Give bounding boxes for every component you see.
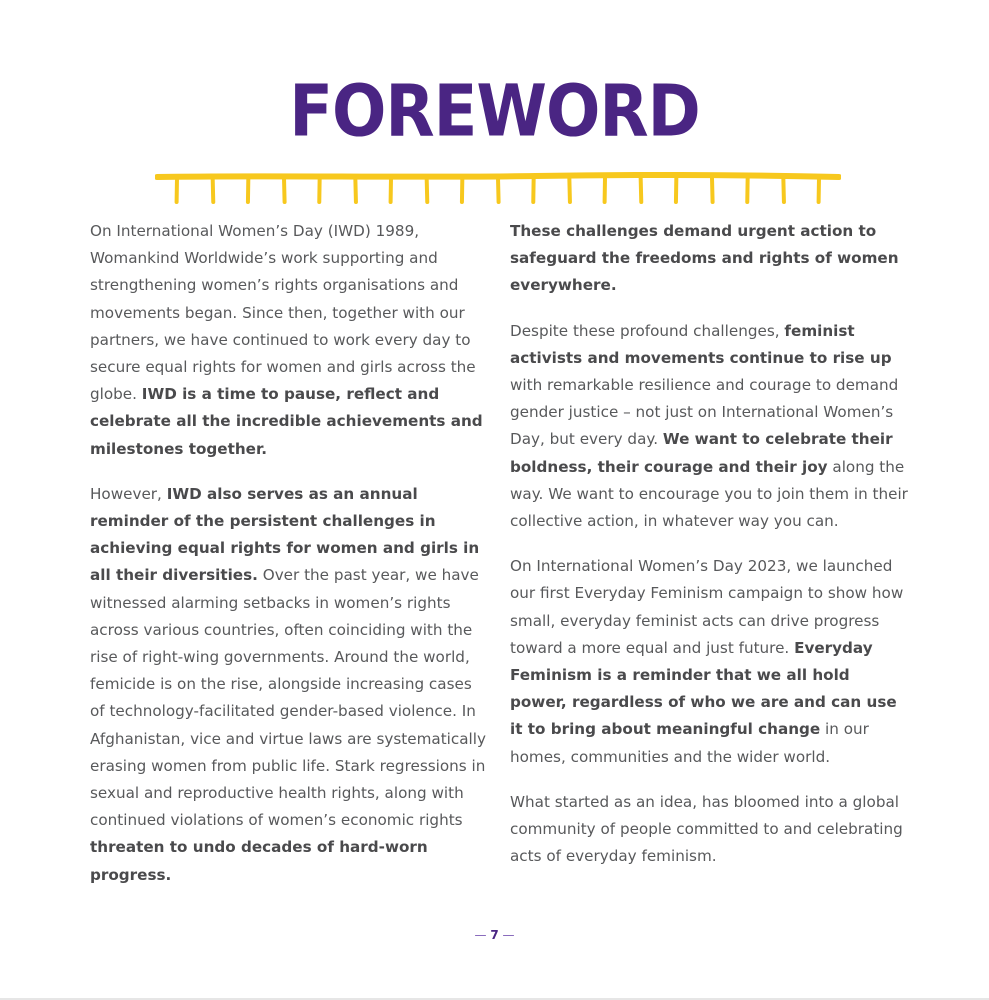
intro-text: On International Women’s Day (IWD) 1989, Womankind Worldwide’s work supporting and strengthening women’s rights organisations and movements began. Since then, together with our partners, we have continued to work every day to secure equal rights for women and girls across the globe. bbox=[90, 222, 476, 404]
page-number-value: 7 bbox=[490, 928, 499, 942]
ruler-tick bbox=[569, 178, 570, 202]
urgent-action-paragraph bbox=[510, 218, 910, 300]
activists-paragraph bbox=[510, 318, 910, 536]
activists-text-1: Despite these profound challenges, bbox=[510, 321, 785, 340]
challenges-paragraph bbox=[90, 481, 490, 889]
activists-text-2: with remarkable resilience and courage to demand gender justice – not just on International Women’s Day, but every day. bbox=[510, 376, 899, 449]
campaign-bold-1: Everyday Feminism is a reminder that we all hold power, regardless of who we are and can use it to bring about meaningful change bbox=[510, 638, 897, 739]
left-column bbox=[90, 218, 490, 907]
ruler-tick bbox=[783, 178, 784, 202]
closing-text: What started as an idea, has bloomed into a global community of people committed to and celebrating acts of everyday feminism. bbox=[510, 792, 903, 866]
decorative-ruler-divider bbox=[155, 172, 841, 206]
closing-paragraph bbox=[510, 789, 910, 871]
ruler-tick bbox=[284, 178, 285, 202]
intro-bold-text: IWD is a time to pause, reflect and celebrate all the incredible achievements and milestones together. bbox=[90, 385, 483, 458]
challenges-text-1: However, bbox=[90, 484, 167, 503]
activists-text-3: along the way. We want to encourage you to join them in their collective action, in whatever way you can. bbox=[510, 457, 908, 531]
activists-bold-1: feminist activists and movements continue to rise up bbox=[510, 321, 892, 367]
intro-paragraph bbox=[90, 218, 490, 463]
campaign-text-1: On International Women’s Day 2023, we launched our first Everyday Feminism campaign to show how small, everyday feminist acts can drive progress toward a more equal and just future. bbox=[510, 557, 904, 657]
page-title: FOREWORD bbox=[289, 70, 700, 154]
urgent-action-bold: These challenges demand urgent action to safeguard the freedoms and rights of women everywhere. bbox=[510, 222, 899, 295]
ruler-tick bbox=[355, 178, 356, 202]
page-number-dash-left: — bbox=[474, 928, 491, 942]
page-number-dash-right: — bbox=[498, 928, 515, 942]
ruler-tick bbox=[498, 178, 499, 202]
ruler-tick bbox=[641, 178, 642, 202]
ruler-tick bbox=[427, 178, 428, 202]
challenges-text-2: Over the past year, we have witnessed alarming setbacks in women’s rights across various countries, often coinciding with the rise of right-wing governments. Around the world, femicide is on the rise, alongside increasing cases of technology-facilitated gender-based violence. In Afghanistan, vice and virtue laws are systematically erasing women from public life. Stark regressions in sexual and reproductive health rights, along with continued violations of women’s economic rights bbox=[90, 566, 486, 830]
page-number bbox=[0, 928, 989, 942]
campaign-text-2: in our homes, communities and the wider world. bbox=[510, 720, 869, 766]
campaign-paragraph bbox=[510, 553, 910, 771]
challenges-bold-1: IWD also serves as an annual reminder of the persistent challenges in achieving equal rights for women and girls in all their diversities. bbox=[90, 484, 480, 585]
ruler-tick bbox=[712, 178, 713, 202]
challenges-bold-2: threaten to undo decades of hard-worn progress. bbox=[90, 838, 428, 884]
activists-bold-2: We want to celebrate their boldness, their courage and their joy bbox=[510, 430, 893, 476]
right-column bbox=[510, 218, 910, 888]
ruler-tick bbox=[213, 178, 214, 202]
